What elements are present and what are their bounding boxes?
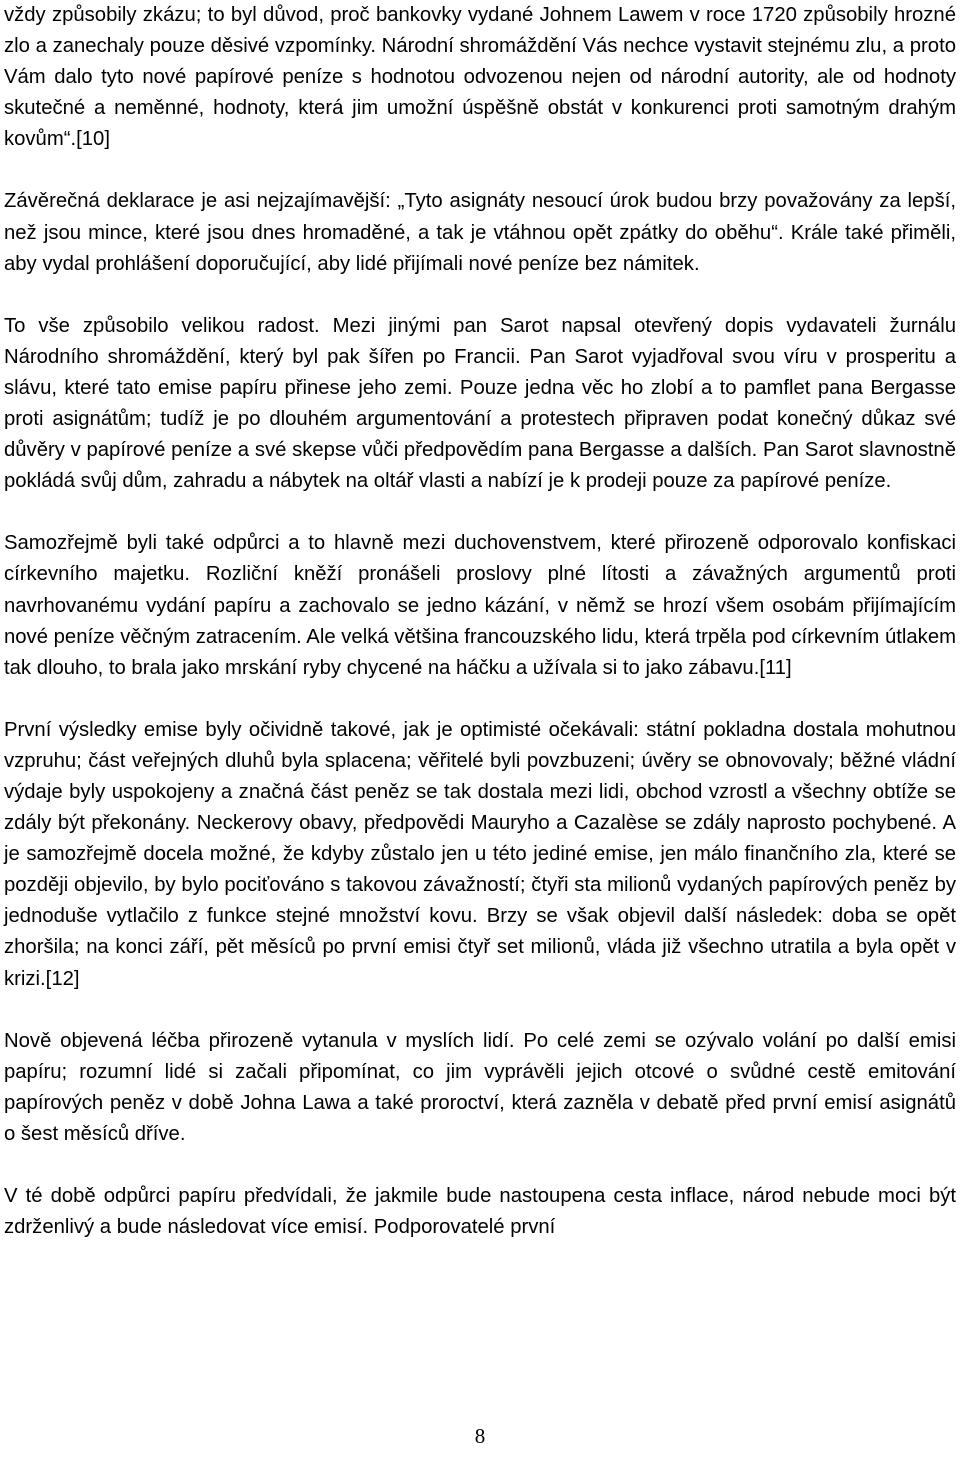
paragraph-gap	[4, 684, 956, 715]
paragraph-gap	[4, 497, 956, 528]
paragraph: První výsledky emise byly očividně takové, jak je optimisté očekávali: státní pokladna dostala mohutnou vzpruhu; část veřejných dluhů byla splacena; věřitelé byli povzbuzeni; úvěry se obnovovaly; běžné vládní výdaje byly uspokojeny a značná část peněz se tak dostala mezi lidi, obchod vzrostl a všechny obtíže se zdály být překonány. Neckerovy obavy, předpovědi Mauryho a Cazalèse se zdály naprosto pochybené. A je samozřejmě docela možné, že kdyby zůstalo jen u této jediné emise, jen málo finančního zla, které se později objevilo, by bylo pociťováno s takovou závažností; čtyři sta milionů vydaných papírových peněz by jednoduše vytlačilo z funkce stejné množství kovu. Brzy se však objevil další následek: doba se opět zhoršila; na konci září, pět měsíců po první emisi čtyř set milionů, vláda již všechno utratila a byla opět v krizi.[12]	[4, 718, 956, 990]
paragraph: Nově objevená léčba přirozeně vytanula v myslích lidí. Po celé zemi se ozývalo volání po další emisi papíru; rozumní lidé si začali připomínat, co jim vyprávěli jejich otcové o svůdné cestě emitování papírových peněz v době Johna Lawa a také proroctví, která zazněla v debatě před první emisí asignátů o šest měsíců dříve.	[4, 1029, 956, 1145]
paragraph-gap	[4, 155, 956, 186]
page-number: 8	[474, 1424, 486, 1448]
paragraph: vždy způsobily zkázu; to byl důvod, proč bankovky vydané Johnem Lawem v roce 1720 způsobily hrozné zlo a zanechaly pouze děsivé vzpomínky. Národní shromáždění Vás nechce vystavit stejnému zlu, a proto Vám dalo tyto nové papírové peníze s hodnotou odvozenou nejen od národní autority, ale od hodnoty skutečné a neměnné, hodnoty, která jim umožní úspěšně obstát v konkurenci proti samotným drahým kovům“.[10]	[4, 4, 956, 151]
paragraph-gap	[4, 1150, 956, 1181]
paragraph-gap	[4, 280, 956, 311]
paragraph: V té době odpůrci papíru předvídali, že jakmile bude nastoupena cesta inflace, národ nebude moci být zdrženlivý a bude následovat více emisí. Podporovatelé první	[4, 1185, 956, 1239]
paragraph: To vše způsobilo velikou radost. Mezi jinými pan Sarot napsal otevřený dopis vydavateli žurnálu Národního shromáždění, který byl pak šířen po Francii. Pan Sarot vyjadřoval svou víru v prosperitu a slávu, které tato emise papíru přinese jeho zemi. Pouze jedna věc ho zlobí a to pamflet pana Bergasse proti asignátům; tudíž je po dlouhém argumentování a protestech připraven podat konečný důkaz své důvěry v papírové peníze a své skepse vůči předpovědím pana Bergasse a dalších. Pan Sarot slavnostně pokládá svůj dům, zahradu a nábytek na oltář vlasti a nabízí je k prodeji pouze za papírové peníze.	[4, 314, 956, 493]
document-page	[4, 0, 956, 1243]
paragraph: Samozřejmě byli také odpůrci a to hlavně mezi duchovenstvem, které přirozeně odporovalo konfiskaci církevního majetku. Rozliční kněží pronášeli proslovy plné lítosti a závažných argumentů proti navrhovanému vydání papíru a zachovalo se jedno kázání, v němž se hrozí všem osobám přijímajícím nové peníze věčným zatracením. Ale velká většina francouzského lidu, která trpěla pod církevním útlakem tak dlouho, to brala jako mrskání ryby chycené na háčku a užívala si to jako zábavu.[11]	[4, 532, 956, 679]
paragraph: Závěrečná deklarace je asi nejzajímavější: „Tyto asignáty nesoucí úrok budou brzy považovány za lepší, než jsou mince, které jsou dnes hromaděné, a tak je vtáhnou opět zpátky do oběhu“. Krále také přiměli, aby vydal prohlášení doporučující, aby lidé přijímali nové peníze bez námitek.	[4, 190, 956, 275]
paragraph-gap	[4, 995, 956, 1026]
